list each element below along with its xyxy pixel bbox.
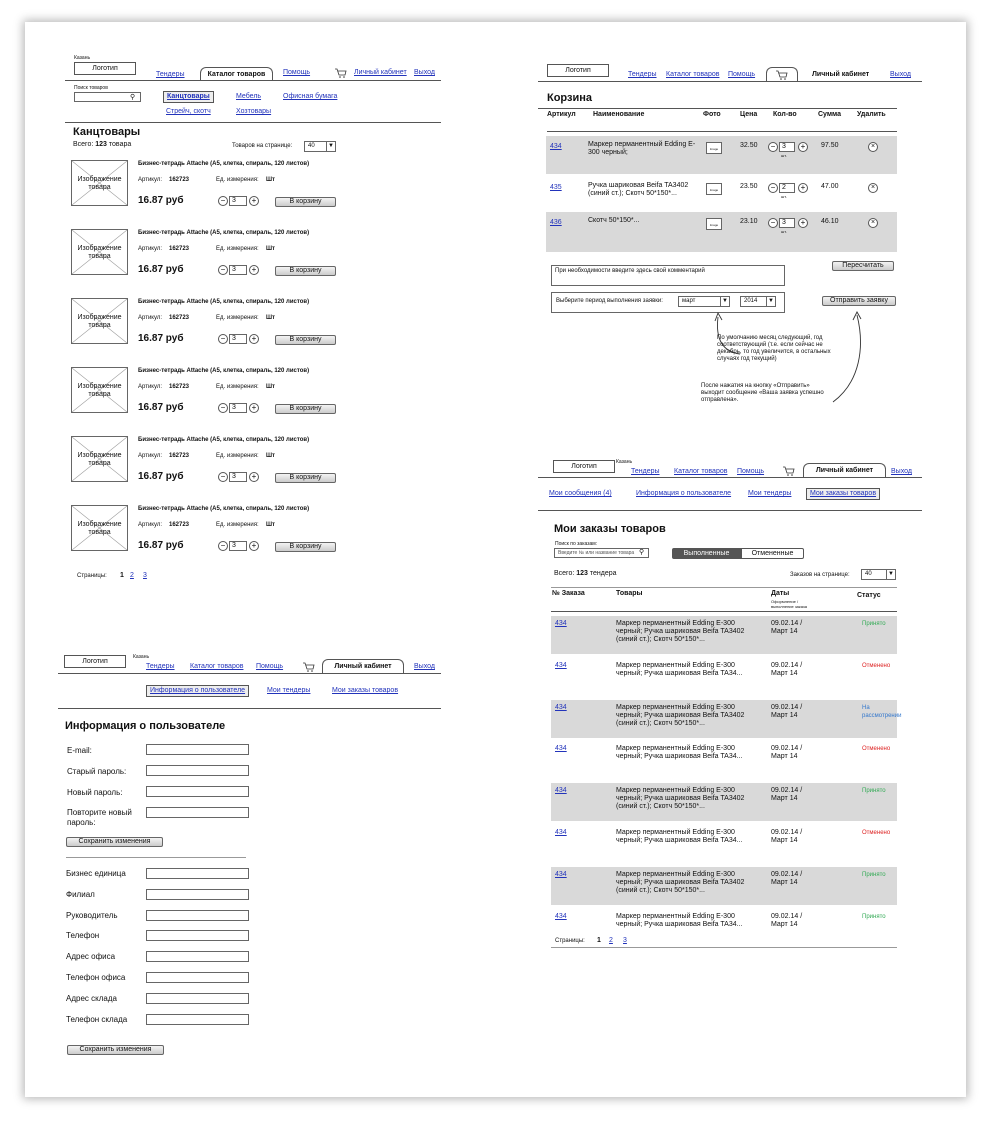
- unit-value: Шт: [266, 315, 275, 321]
- order-dates: 09.02.14 / Март 14: [771, 912, 803, 928]
- plus-icon[interactable]: +: [798, 142, 808, 152]
- col-photo: Фото: [703, 111, 721, 118]
- repeat-password-label: Повторите новый пароль:: [67, 808, 132, 827]
- order-number-link[interactable]: 434: [555, 661, 567, 669]
- note-default-period: По умолчанию месяц следующий, год соответствующий (т.е. если сейчас не декабрь, то год увеличится, в остальных случаях год текущий): [717, 335, 831, 362]
- cart-article-link[interactable]: 436: [550, 219, 562, 226]
- city-label: Казань: [133, 654, 150, 660]
- minus-icon[interactable]: −: [218, 541, 228, 551]
- unit-label: шт.: [781, 229, 787, 234]
- city-label: Казань: [616, 459, 633, 465]
- cart-price: 23.10: [740, 218, 758, 225]
- order-goods: Маркер перманентный Edding E-300 черный; Ручка шариковая Beifa TA34...: [616, 661, 743, 677]
- period-label: Выберите период выполнения заявки:: [556, 298, 663, 304]
- col-article: Артикул: [547, 111, 576, 118]
- cart-icon[interactable]: [783, 466, 795, 476]
- orders-table-top: [551, 587, 897, 588]
- unit-label: Ед. измерения:: [216, 384, 259, 390]
- page-1[interactable]: 1: [120, 572, 124, 579]
- cart-item-name: Скотч 50*150*...: [588, 217, 640, 224]
- order-number-link[interactable]: 434: [555, 912, 567, 920]
- save-button-bottom[interactable]: Сохранить изменения: [67, 1045, 164, 1055]
- unit-value: Шт: [266, 384, 275, 390]
- profile-field-label: Адрес склада: [66, 993, 117, 1003]
- col-goods: Товары: [616, 590, 643, 597]
- cart-line: [538, 108, 897, 109]
- old-password-label: Старый пароль:: [67, 767, 127, 776]
- minus-icon[interactable]: −: [768, 218, 778, 228]
- col-name: Наименование: [593, 111, 645, 118]
- minus-icon[interactable]: −: [218, 196, 228, 206]
- quantity-input[interactable]: 3: [229, 196, 247, 206]
- nav-exit[interactable]: Выход: [890, 71, 911, 78]
- order-goods: Маркер перманентный Edding E-300 черный; Ручка шариковая Beifa TA34...: [616, 829, 743, 844]
- logo[interactable]: Логотип: [64, 655, 126, 668]
- order-dates: 09.02.14 / Март 14: [771, 620, 803, 635]
- profile-field-label: Филиал: [66, 889, 95, 899]
- article-value: 162723: [169, 246, 190, 252]
- note-send: После нажатия на кнопку «Отправить» выходит сообщение «Ваша заявка успешно отправлена».: [701, 383, 824, 403]
- page-3[interactable]: 3: [143, 572, 147, 579]
- nav-catalog[interactable]: Каталог товаров: [674, 468, 728, 475]
- order-status: Принято: [862, 788, 886, 795]
- unit-label: шт.: [781, 194, 787, 199]
- cart-item-name: Ручка шариковая Beifa TA3402 (синий ст.); Скотч 50*150*...: [588, 182, 689, 197]
- orders-per-page-select[interactable]: 40 ▼: [861, 569, 896, 580]
- logo[interactable]: Логотип: [74, 62, 136, 75]
- tab-catalog[interactable]: Каталог товаров: [200, 67, 273, 81]
- nav-help[interactable]: Помощь: [283, 69, 311, 76]
- order-goods: Маркер перманентный Edding E-300 черный; Ручка шариковая Beifa TA3402 (синий ст.); Скотч 50*150*...: [616, 870, 745, 894]
- product-image-label: Изображение товара: [77, 245, 122, 260]
- logo[interactable]: Логотип: [547, 64, 609, 77]
- product-price: 16.87 руб: [138, 333, 184, 344]
- order-status: Принято: [862, 913, 886, 920]
- order-goods: Маркер перманентный Edding E-300 черный; Ручка шариковая Beifa TA34...: [616, 912, 743, 928]
- cart-article-link[interactable]: 434: [550, 143, 562, 150]
- unit-value: Шт: [266, 522, 275, 528]
- filter-canceled[interactable]: Отмененные: [741, 548, 804, 559]
- year-select[interactable]: 2014 ▼: [740, 296, 776, 307]
- add-to-cart-button[interactable]: В корзину: [275, 473, 336, 483]
- col-delete: Удалить: [857, 111, 886, 118]
- plus-icon[interactable]: +: [249, 334, 259, 344]
- orders-panel: [25, 442, 966, 962]
- order-number-link[interactable]: 434: [555, 745, 567, 753]
- nav-catalog[interactable]: Каталог товаров: [666, 71, 720, 78]
- page-title: Канцтовары: [73, 126, 141, 138]
- plus-icon[interactable]: +: [798, 218, 808, 228]
- orders-table-bottom: [551, 947, 897, 948]
- profile-field-label: Телефон офиса: [66, 973, 126, 982]
- unit-label: Ед. измерения:: [216, 246, 259, 252]
- per-page-select[interactable]: 40 ▼: [304, 141, 336, 152]
- col-order-number: № Заказа: [552, 590, 585, 597]
- product-name[interactable]: Бизнес-тетрадь Attache (А5, клетка, спираль, 120 листов): [138, 299, 310, 305]
- nav-tenders[interactable]: Тендеры: [156, 71, 185, 78]
- order-goods: Маркер перманентный Edding E-300 черный; Ручка шариковая Beifa TA34...: [616, 745, 743, 761]
- product-price: 16.87 руб: [138, 264, 184, 275]
- minus-icon[interactable]: −: [218, 334, 228, 344]
- per-page-label: Товаров на странице:: [232, 143, 293, 149]
- minus-icon[interactable]: −: [218, 403, 228, 413]
- product-price: 16.87 руб: [138, 195, 184, 206]
- orders-page-3[interactable]: 3: [623, 937, 627, 944]
- orders-search-label: Поиск по заказам:: [555, 541, 598, 547]
- order-status: Принято: [862, 621, 886, 627]
- cart-title: Корзина: [547, 92, 592, 104]
- subnav-household[interactable]: Хозтовары: [236, 108, 272, 115]
- minus-icon[interactable]: −: [218, 265, 228, 275]
- chevron-down-icon: ▼: [766, 297, 775, 306]
- cart-qty-input[interactable]: 2: [779, 183, 795, 193]
- filter-done[interactable]: Выполненные: [672, 548, 741, 559]
- article-label: Артикул:: [138, 246, 163, 252]
- delete-icon[interactable]: ×: [868, 218, 878, 228]
- nav-tenders[interactable]: Тендеры: [631, 468, 660, 475]
- subnav-my-orders[interactable]: Мои заказы товаров: [806, 488, 880, 500]
- order-status: На рассмотрении: [862, 704, 902, 719]
- nav-help[interactable]: Помощь: [737, 468, 765, 475]
- orders-page-2[interactable]: 2: [609, 937, 613, 944]
- cart-sum: 97.50: [821, 142, 839, 149]
- chevron-down-icon: ▼: [326, 142, 335, 151]
- order-goods: Маркер перманентный Edding E-300 черный; Ручка шариковая Beifa TA3402 (синий ст.); Скотч 50*150*...: [616, 787, 745, 811]
- article-value: 162723: [169, 315, 190, 321]
- minus-icon[interactable]: −: [768, 183, 778, 193]
- order-number-link[interactable]: 434: [555, 703, 567, 711]
- comment-input[interactable]: При необходимости введите здесь свой комментарий: [551, 265, 785, 286]
- quantity-input[interactable]: 3: [229, 472, 247, 482]
- header-line: [538, 477, 922, 478]
- cart-qty-input[interactable]: 3: [779, 218, 795, 228]
- col-sum: Сумма: [818, 111, 842, 118]
- quantity-input[interactable]: 3: [229, 265, 247, 275]
- tab-cabinet[interactable]: Личный кабинет: [322, 659, 404, 673]
- product-name[interactable]: Бизнес-тетрадь Attache (А5, клетка, спираль, 120 листов): [138, 368, 310, 374]
- product-name[interactable]: Бизнес-тетрадь Attache (А5, клетка, спираль, 120 листов): [138, 161, 310, 167]
- cart-item-name: Маркер перманентный Edding E-300 черный;: [588, 141, 696, 156]
- nav-tenders[interactable]: Тендеры: [628, 71, 657, 78]
- plus-icon[interactable]: +: [249, 196, 259, 206]
- order-goods: Маркер перманентный Edding E-300 черный; Ручка шариковая Beifa TA3402 (синий ст.); Скотч 50*150*...: [616, 703, 745, 727]
- subnav-my-tenders[interactable]: Мои тендеры: [748, 490, 792, 497]
- col-qty: Кол-во: [773, 111, 797, 118]
- nav-exit[interactable]: Выход: [891, 468, 912, 475]
- article-value: 162723: [169, 522, 190, 528]
- unit-value: Шт: [266, 246, 275, 252]
- cart-sum: 47.00: [821, 183, 839, 190]
- plus-icon[interactable]: +: [249, 472, 259, 482]
- item-image: Image: [706, 183, 722, 195]
- profile-field-label: Телефон: [66, 931, 100, 941]
- order-status: Отменено: [862, 746, 891, 753]
- profile-title: Информация о пользователе: [65, 720, 226, 732]
- subnav-user-info[interactable]: Информация о пользователе: [146, 685, 249, 697]
- unit-value: Шт: [266, 177, 275, 183]
- add-to-cart-button[interactable]: В корзину: [275, 335, 336, 345]
- cart-price: 23.50: [740, 183, 758, 190]
- profile-field-input[interactable]: [146, 972, 249, 983]
- profile-field-label: Адрес офиса: [66, 952, 116, 962]
- cart-price: 32.50: [740, 142, 758, 149]
- search-icon[interactable]: ⚲: [639, 549, 645, 556]
- minus-icon[interactable]: −: [768, 142, 778, 152]
- quantity-input[interactable]: 3: [229, 334, 247, 344]
- page-2[interactable]: 2: [130, 572, 134, 579]
- order-dates: 09.02.14 / Март 14: [771, 661, 803, 677]
- order-dates: 09.02.14 / Март 14: [771, 745, 803, 761]
- col-dates: Даты: [771, 590, 790, 597]
- subnav-my-tenders[interactable]: Мои тендеры: [267, 687, 311, 694]
- subnav-tape[interactable]: Стрейч, скотч: [166, 108, 211, 115]
- order-dates: 09.02.14 / Март 14: [771, 829, 803, 844]
- product-image-label: Изображение товара: [77, 521, 122, 536]
- product-name[interactable]: Бизнес-тетрадь Attache (А5, клетка, спираль, 120 листов): [138, 230, 310, 236]
- save-button-top[interactable]: Сохранить изменения: [66, 837, 163, 847]
- orders-title: Мои заказы товаров: [554, 523, 666, 535]
- product-image-label: Изображение товара: [77, 383, 122, 398]
- unit-label: Ед. измерения:: [216, 315, 259, 321]
- add-to-cart-button[interactable]: В корзину: [275, 197, 336, 207]
- item-image: Image: [706, 142, 722, 154]
- col-dates-sub: Оформление / выполнение заказа: [771, 599, 807, 609]
- subnav-messages[interactable]: Мои сообщения (4): [549, 490, 612, 497]
- plus-icon[interactable]: +: [798, 183, 808, 193]
- order-dates: 09.02.14 / Март 14: [771, 870, 803, 886]
- product-price: 16.87 руб: [138, 471, 184, 482]
- unit-label: Ед. измерения:: [216, 177, 259, 183]
- profile-field-label: Бизнес единица: [66, 869, 126, 878]
- order-dates: 09.02.14 / Март 14: [771, 787, 803, 803]
- nav-cabinet[interactable]: Личный кабинет: [354, 69, 407, 76]
- cart-icon[interactable]: [776, 70, 788, 80]
- order-status: Отменено: [862, 662, 891, 669]
- quantity-input[interactable]: 3: [229, 403, 247, 413]
- article-label: Артикул:: [138, 315, 163, 321]
- nav-help[interactable]: Помощь: [728, 71, 756, 78]
- product-image-label: Изображение товара: [77, 176, 122, 191]
- send-button[interactable]: Отправить заявку: [822, 296, 896, 306]
- nav-tenders[interactable]: Тендеры: [146, 663, 175, 670]
- order-status: Принято: [862, 871, 886, 878]
- nav-exit[interactable]: Выход: [414, 69, 435, 76]
- cart-sum: 46.10: [821, 218, 839, 225]
- orders-page-1[interactable]: 1: [597, 937, 601, 944]
- order-goods: Маркер перманентный Edding E-300 черный; Ручка шариковая Beifa TA3402 (синий ст.); Скотч 50*150*...: [616, 620, 745, 643]
- logo[interactable]: Логотип: [553, 460, 615, 473]
- add-to-cart-button[interactable]: В корзину: [275, 404, 336, 414]
- plus-icon[interactable]: +: [249, 265, 259, 275]
- item-image: Image: [706, 218, 722, 230]
- add-to-cart-button[interactable]: В корзину: [275, 542, 336, 552]
- article-label: Артикул:: [138, 453, 163, 459]
- new-password-label: Новый пароль:: [67, 788, 123, 797]
- product-price: 16.87 руб: [138, 540, 184, 551]
- col-status: Статус: [857, 592, 881, 599]
- order-number-link[interactable]: 434: [555, 870, 567, 878]
- cart-header-line: [547, 131, 897, 132]
- product-image-label: Изображение товара: [77, 314, 122, 329]
- subnav-paper[interactable]: Офисная бумага: [283, 93, 338, 100]
- wireframe-sheet: [25, 22, 966, 1097]
- nav-exit[interactable]: Выход: [414, 663, 435, 670]
- minus-icon[interactable]: −: [218, 472, 228, 482]
- plus-icon[interactable]: +: [249, 541, 259, 551]
- order-number-link[interactable]: 434: [555, 787, 567, 795]
- article-label: Артикул:: [138, 522, 163, 528]
- nav-cabinet[interactable]: Личный кабинет: [812, 71, 870, 78]
- product-image-label: Изображение товара: [77, 452, 122, 467]
- delete-icon[interactable]: ×: [868, 183, 878, 193]
- total-count: Всего: 123 товара: [73, 141, 132, 148]
- order-dates: 09.02.14 / Март 14: [771, 703, 803, 719]
- article-label: Артикул:: [138, 384, 163, 390]
- nav-catalog[interactable]: Каталог товаров: [190, 663, 244, 670]
- unit-value: Шт: [266, 453, 275, 459]
- profile-field-input[interactable]: [146, 993, 249, 1004]
- subnav-line: [538, 510, 922, 511]
- cart-article-link[interactable]: 435: [550, 184, 562, 191]
- product-name[interactable]: Бизнес-тетрадь Attache (А5, клетка, спираль, 120 листов): [138, 437, 310, 443]
- delete-icon[interactable]: ×: [868, 142, 878, 152]
- orders-total: Всего: 123 тендера: [554, 570, 617, 577]
- chevron-down-icon: ▼: [886, 570, 895, 579]
- profile-field-label: Телефон склада: [66, 1014, 128, 1024]
- orders-per-page-label: Заказов на странице:: [790, 572, 850, 578]
- col-price: Цена: [740, 111, 758, 118]
- header-line: [538, 81, 922, 82]
- pages-label: Страницы:: [77, 573, 107, 579]
- cart-panel: [25, 22, 966, 442]
- chevron-down-icon: ▼: [720, 297, 729, 306]
- product-price: 16.87 руб: [138, 402, 184, 413]
- article-value: 162723: [169, 453, 190, 459]
- unit-label: Ед. измерения:: [216, 453, 259, 459]
- month-select[interactable]: март ▼: [678, 296, 730, 307]
- add-to-cart-button[interactable]: В корзину: [275, 266, 336, 276]
- unit-label: Ед. измерения:: [216, 522, 259, 528]
- article-value: 162723: [169, 177, 190, 183]
- orders-table-header-line: [551, 611, 897, 612]
- quantity-input[interactable]: 3: [229, 541, 247, 551]
- city-label: Казань: [74, 55, 91, 61]
- plus-icon[interactable]: +: [249, 403, 259, 413]
- order-status: Отменено: [862, 830, 891, 836]
- order-number-link[interactable]: 434: [555, 620, 567, 627]
- article-value: 162723: [169, 384, 190, 390]
- profile-field-input[interactable]: [146, 1014, 249, 1025]
- search-icon[interactable]: ⚲: [130, 94, 136, 101]
- tab-cabinet[interactable]: Личный кабинет: [803, 463, 886, 477]
- nav-help[interactable]: Помощь: [256, 663, 284, 670]
- subnav-my-orders[interactable]: Мои заказы товаров: [332, 687, 399, 694]
- product-name[interactable]: Бизнес-тетрадь Attache (А5, клетка, спираль, 120 листов): [138, 506, 310, 512]
- subnav-user-info[interactable]: Информация о пользователе: [636, 490, 732, 497]
- recalc-button[interactable]: Пересчитать: [832, 261, 894, 271]
- order-number-link[interactable]: 434: [555, 829, 567, 836]
- article-label: Артикул:: [138, 177, 163, 183]
- subnav-furniture[interactable]: Мебель: [236, 93, 262, 100]
- search-label: Поиск товаров: [74, 85, 108, 91]
- subnav-stationery[interactable]: Канцтовары: [163, 91, 214, 103]
- orders-search-input[interactable]: Введите № или название товара: [554, 548, 649, 558]
- cart-qty-input[interactable]: 3: [779, 142, 795, 152]
- unit-label: шт.: [781, 153, 787, 158]
- profile-field-label: Руководитель: [66, 910, 118, 920]
- email-label: E-mail:: [67, 746, 92, 755]
- orders-pages-label: Страницы:: [555, 938, 585, 944]
